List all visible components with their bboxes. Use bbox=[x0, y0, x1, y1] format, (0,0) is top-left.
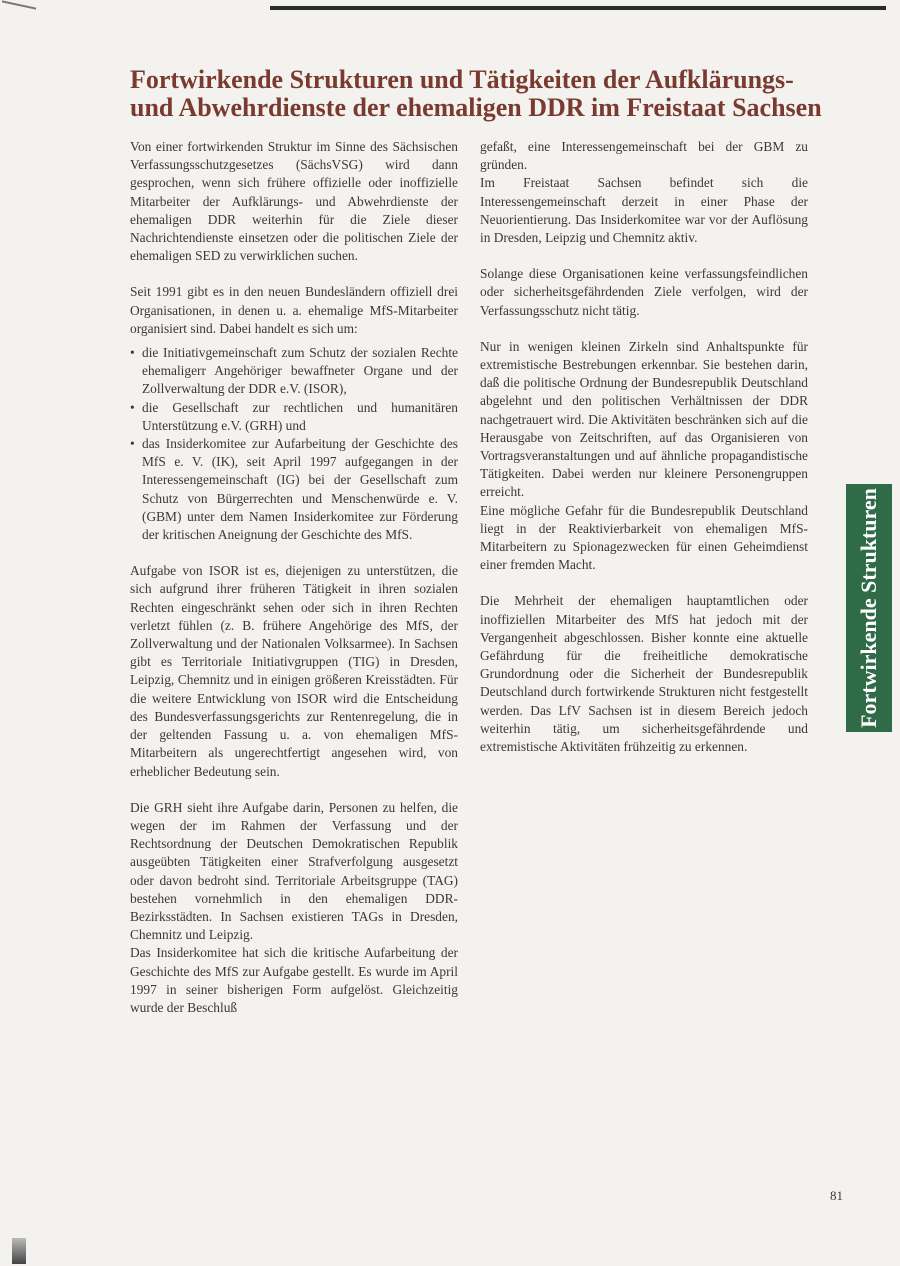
paragraph: Das Insiderkomitee hat sich die kritische Aufarbeitung der Geschichte des MfS zur Aufgabe gestellt. Es wurde im April 1997 in seiner bisherigen Form aufgelöst. Gleichzeitig wurde der Beschluß bbox=[130, 945, 458, 1015]
paragraph: gefaßt, eine Interessengemeinschaft bei der GBM zu gründen. bbox=[480, 139, 808, 173]
list-item: • das Insiderkomitee zur Aufarbeitung der Geschichte des MfS e. V. (IK), seit April 1997 aufgegangen in der Interessengemeinschaft (IG) bei der Gesellschaft zum Schutz von Bürgerrechten und Menschenwürde e. V. (GBM) unter dem Namen Insiderkomitee zur Förderung der kritischen Aneignung der Geschichte des MfS. bbox=[130, 435, 458, 544]
page-title: Fortwirkende Strukturen und Tätigkeiten der Aufklärungs- und Abwehrdienste der ehemaligen DDR im Freistaat Sachsen bbox=[130, 65, 822, 122]
paragraph: Die Mehrheit der ehemaligen hauptamtlichen oder inoffiziellen Mitarbeiter des MfS hat jedoch mit der Vergangenheit abgeschlossen. Bisher konnte eine aktuelle Gefährdung für die freiheitliche demokratische Grundordnung oder die Sicherheit der Bundesrepublik Deutschland durch fortwirkende Strukturen nicht festgestellt werden. Das LfV Sachsen ist in diesem Bereich jedoch weiterhin tätig, um sicherheitsgefährdende und extremistische Aktivitäten frühzeitig zu erkennen. bbox=[480, 593, 808, 755]
top-rule bbox=[270, 6, 886, 10]
list-item: • die Gesellschaft zur rechtlichen und humanitären Unterstützung e.V. (GRH) und bbox=[130, 399, 458, 435]
paragraph: Von einer fortwirkenden Struktur im Sinne des Sächsischen Verfassungsschutzgesetzes (SächsVSG) wird dann gesprochen, wenn sich frühere offizielle oder inoffizielle Mitarbeiter der Aufklärungs- und Abwehrdienste der ehemaligen DDR weiterhin für die Ziele dieser Nachrichtendienste einsetzen oder die politischen Ziele der ehemaligen SED zu verwirklichen suchen. bbox=[130, 139, 458, 264]
paragraph: Im Freistaat Sachsen befindet sich die Interessengemeinschaft derzeit in einer Phase der Neuorientierung. Das Insiderkomitee war vor der Auflösung in Dresden, Leipzig und Chemnitz aktiv. bbox=[480, 175, 808, 246]
right-column bbox=[480, 138, 808, 774]
section-side-tab bbox=[846, 484, 892, 732]
bottom-edge-mark bbox=[12, 1238, 26, 1264]
paragraph: Solange diese Organisationen keine verfassungsfeindlichen oder sicherheitsgefährdenden Ziele verfolgen, wird der Verfassungsschutz nicht tätig. bbox=[480, 266, 808, 318]
organisation-list bbox=[130, 344, 458, 544]
side-tab-label: Fortwirkende Strukturen bbox=[856, 488, 881, 728]
paragraph: Die GRH sieht ihre Aufgabe darin, Personen zu helfen, die wegen der im Rahmen der Verfassung und der Rechtsordnung der Deutschen Demokratischen Republik ausgeübten Tätigkeiten einer Strafverfolgung ausgesetzt oder davon bedroht sind. Territoriale Arbeitsgruppe (TAG) bestehen vornehmlich in den ehemaligen DDR-Bezirksstädten. In Sachsen existieren TAGs in Dresden, Chemnitz und Leipzig. bbox=[130, 799, 458, 943]
page-number: 81 bbox=[830, 1188, 843, 1203]
paragraph: Nur in wenigen kleinen Zirkeln sind Anhaltspunkte für extremistische Bestrebungen erkennbar. Sie bestehen darin, daß die politische Ordnung der Bundesrepublik Deutschland abgelehnt und den politischen Verhältnissen der DDR nachgetrauert wird. Die Aktivitäten beschränken sich auf die Herausgabe von Zeitschriften, auf das Organisieren von Vortragsveranstaltungen und auf ähnliche propagandistische Tätigkeiten. Dabei werden nur kleinere Personengruppen erreicht. bbox=[480, 338, 808, 500]
paragraph: Aufgabe von ISOR ist es, diejenigen zu unterstützen, die sich aufgrund ihrer früheren Tätigkeit in ihren sozialen Rechten eingeschränkt sehen oder sich in ihren Rechten verletzt fühlen (z. B. frühere Angehörige des MfS, der Zollverwaltung und der Nationalen Volksarmee). In Sachsen gibt es Territoriale Initiativgruppen (TIG) in Dresden, Leipzig, Chemnitz und in einigen größeren Kreisstädten. Für die weitere Entwicklung von ISOR wird die Entscheidung des Bundesverfassungsgerichts zur Rentenregelung, die in der geltenden Fassung u. a. von ehemaligen MfS-Mitarbeitern als ungerechtfertigt angesehen wird, von erheblicher Bedeutung sein. bbox=[130, 563, 458, 779]
paragraph: Seit 1991 gibt es in den neuen Bundesländern offiziell drei Organisationen, in denen u. a. ehemalige MfS-Mitarbeiter organisiert sind. Dabei handelt es sich um: bbox=[130, 284, 458, 336]
paragraph: Eine mögliche Gefahr für die Bundesrepublik Deutschland liegt in der Reaktivierbarkeit von ehemaligen MfS-Mitarbeitern zu Spionagezwecken für einen Geheimdienst einer fremden Macht. bbox=[480, 502, 808, 573]
corner-mark bbox=[2, 0, 36, 19]
list-item: • die Initiativgemeinschaft zum Schutz der sozialen Rechte ehemaligerr Angehöriger bewaffneter Organe und der Zollverwaltung der DDR e.V. (ISOR), bbox=[130, 344, 458, 399]
left-column bbox=[130, 138, 458, 1017]
